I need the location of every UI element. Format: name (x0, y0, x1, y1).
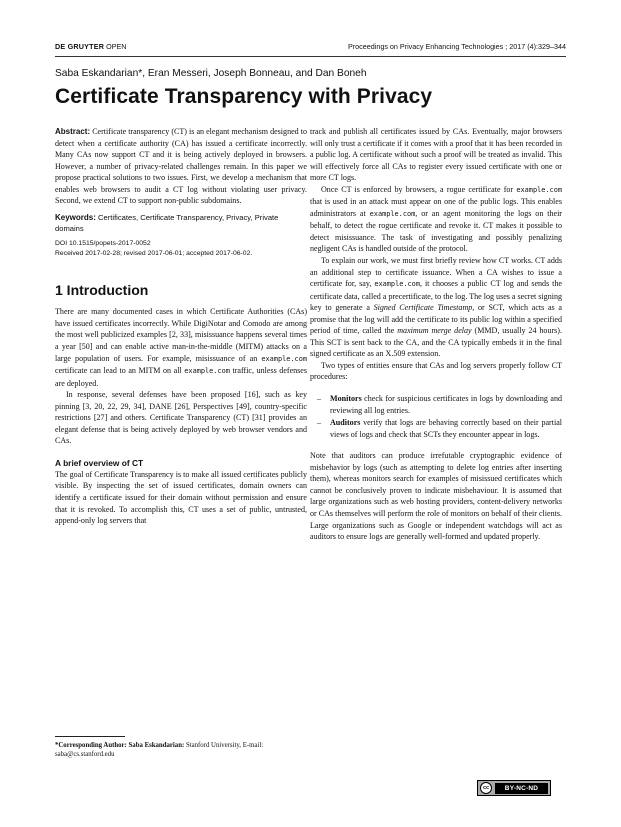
cc-license-badge (477, 780, 551, 796)
paper-title: Certificate Transparency with Privacy (55, 85, 433, 108)
section-heading-introduction: 1 Introduction (55, 281, 149, 298)
right-paragraph-3 (310, 255, 562, 360)
intro-paragraph-2: In response, several defenses have been proposed [16], such as key pinning [3, 20, 22, 29, 34], DANE [26], Perspectives [49], country-specific restrictions [27] and others. Certificate Transparency (CT) [31] provides an elegant defense that is being actively deployed by web browser vendors and CAs. (55, 390, 307, 446)
text-run: , or SCT, which acts as a promise that the log will add the certificate to its public log within a specified period of time, called the (310, 303, 562, 336)
doi: DOI 10.1515/popets-2017-0052 (55, 239, 151, 247)
cc-icon: cc (480, 782, 492, 794)
received-dates: Received 2017-02-28; revised 2017-06-01; accepted 2017-06-02. (55, 249, 253, 257)
text-run: There are many documented cases in which Certificate Authorities (CAs) have issued certificates incorrectly. While DigiNotar and Comodo are among the most well publicized examples [2, 33], misissuance happens several times a year [50] and can enable active man-in-the-middle (MITM) attacks on a large population of users. For example, misissuance of an (55, 307, 307, 363)
code-example-domain: example.com (516, 185, 562, 194)
list-dash: – (317, 394, 322, 404)
text-run: traffic, unless defenses are deployed. (55, 366, 308, 388)
intro-paragraph-3: The goal of Certificate Transparency is to make all issued certificates publicly visible. By inspecting the set of issued certificates, domain owners can identify a certificate issued for their domain without permission and ensure that it is revoked. To accomplish this, CT uses a set of public, untrusted, append-only log servers that (55, 469, 307, 526)
publisher-rest: OPEN (106, 41, 127, 51)
text-run: (MMD, usually 24 hours). This SCT is sent back to the CA, and the CA typically embeds it in the final signed certificate as an X.509 extension. (310, 326, 562, 359)
list-item-auditors (317, 417, 562, 440)
abstract-label: Abstract: (55, 127, 91, 136)
intro-paragraph-1 (55, 306, 307, 389)
left-column (55, 126, 307, 527)
right-paragraph-1: track and publish all certificates issued by CAs. Eventually, major browsers will only trust a certificate if it comes with a proof that it has been recorded in a public log. A certificate without such a proof will be treated as invalid. This will effectively force all CAs to register every issued certificate with one or more CT logs. (310, 127, 562, 183)
header-rule (55, 56, 566, 57)
text-run: Once CT is enforced by browsers, a rogue certificate for (321, 184, 517, 194)
subsection-heading-ct-overview: A brief overview of CT (55, 457, 144, 468)
text-run: , or an agent monitoring the logs on their behalf, to detect the rogue certificate and revoke it. CT makes it possible to detect misissuance. The task of investigating and possibly penalizing negligent CAs is handled outside of the protocol. (310, 208, 562, 254)
footnote-label: *Corresponding Author: Saba Eskandarian: (55, 742, 185, 749)
author-list: Saba Eskandarian*, Eran Messeri, Joseph Bonneau, and Dan Boneh (55, 68, 367, 79)
publisher (55, 42, 127, 51)
keywords-text: Certificates, Certificate Transparency, Privacy, Private domains (55, 212, 279, 233)
keywords-label: Keywords: (55, 212, 96, 222)
code-example-domain: example.com (184, 367, 230, 376)
text-run: To explain our work, we must first briefly review how CT works. CT adds an additional step to certificate issuance. When a CA wishes to issue a certificate for, say, (310, 256, 562, 289)
right-paragraph-5: Note that auditors can produce irrefutable cryptographic evidence of misbehavior by logs (such as attempting to delete log entries after inserting them), whereas monitors search for examples of misissued certificates which cannot be conclusively proven to indicate misbehaviour. It is assumed that large organizations such as web hosting providers, content-delivery networks or CAs themselves will perform the role of monitors on behalf of their clients. Large organizations such as Google or independent watchdogs will act as auditors to ensure logs are generally well-formed and updated properly. (310, 451, 562, 542)
abstract-text: Certificate transparency (CT) is an elegant mechanism designed to detect when a certificate authority (CA) has issued a certificate incorrectly. Many CAs now support CT and it is being actively deployed in browsers. However, a number of privacy-related challenges remain. In this paper we propose practical solutions to two issues. First, we develop a mechanism that enables web browsers to audit a CT log without violating user privacy. Second, we extend CT to support non-public subdomains. (55, 127, 307, 206)
journal-citation: Proceedings on Privacy Enhancing Technologies ; 2017 (4):329–344 (347, 41, 566, 51)
text-run: , it chooses a public CT log and sends the certificate data, called a precertificate, to the log. The log uses a secret signing key to generate a (310, 279, 562, 313)
list-item-monitors (317, 393, 562, 416)
keywords (55, 212, 307, 234)
right-paragraph-2 (310, 184, 562, 255)
list-text: check for suspicious certificates in logs by downloading and reviewing all log entries. (330, 394, 562, 415)
list-term: Monitors (330, 394, 362, 404)
right-paragraph-4: Two types of entities ensure that CAs and log servers properly follow CT procedures: (310, 360, 562, 382)
footnote-rule (55, 736, 125, 737)
abstract (55, 126, 307, 207)
text-run: that is used in an attack must appear on one of the public logs. This enables administrators at (310, 197, 562, 218)
running-head (55, 40, 566, 52)
list-dash: – (317, 418, 322, 428)
emphasis-term: maximum merge delay (397, 326, 472, 336)
publisher-bold: DE GRUYTER (55, 41, 105, 51)
code-example-domain: example.com (369, 209, 416, 218)
footnote (55, 741, 307, 759)
emphasis-term: Signed Certificate Timestamp (373, 303, 473, 313)
list-term: Auditors (330, 418, 361, 428)
text-run: certificate can lead to an MITM on all (55, 366, 185, 376)
footnote-text: Stanford University, E-mail: saba@cs.stanford.edu (55, 742, 264, 759)
list-text: verify that logs are behaving correctly based on their partial views of logs and check that SCTs they encounter appear in logs. (330, 418, 562, 439)
article-meta (55, 239, 307, 259)
code-example-domain: example.com (374, 280, 420, 289)
license-label: BY-NC-ND (495, 783, 548, 794)
code-example-domain: example.com (261, 354, 307, 363)
right-column (310, 126, 562, 543)
entity-list (310, 393, 562, 440)
